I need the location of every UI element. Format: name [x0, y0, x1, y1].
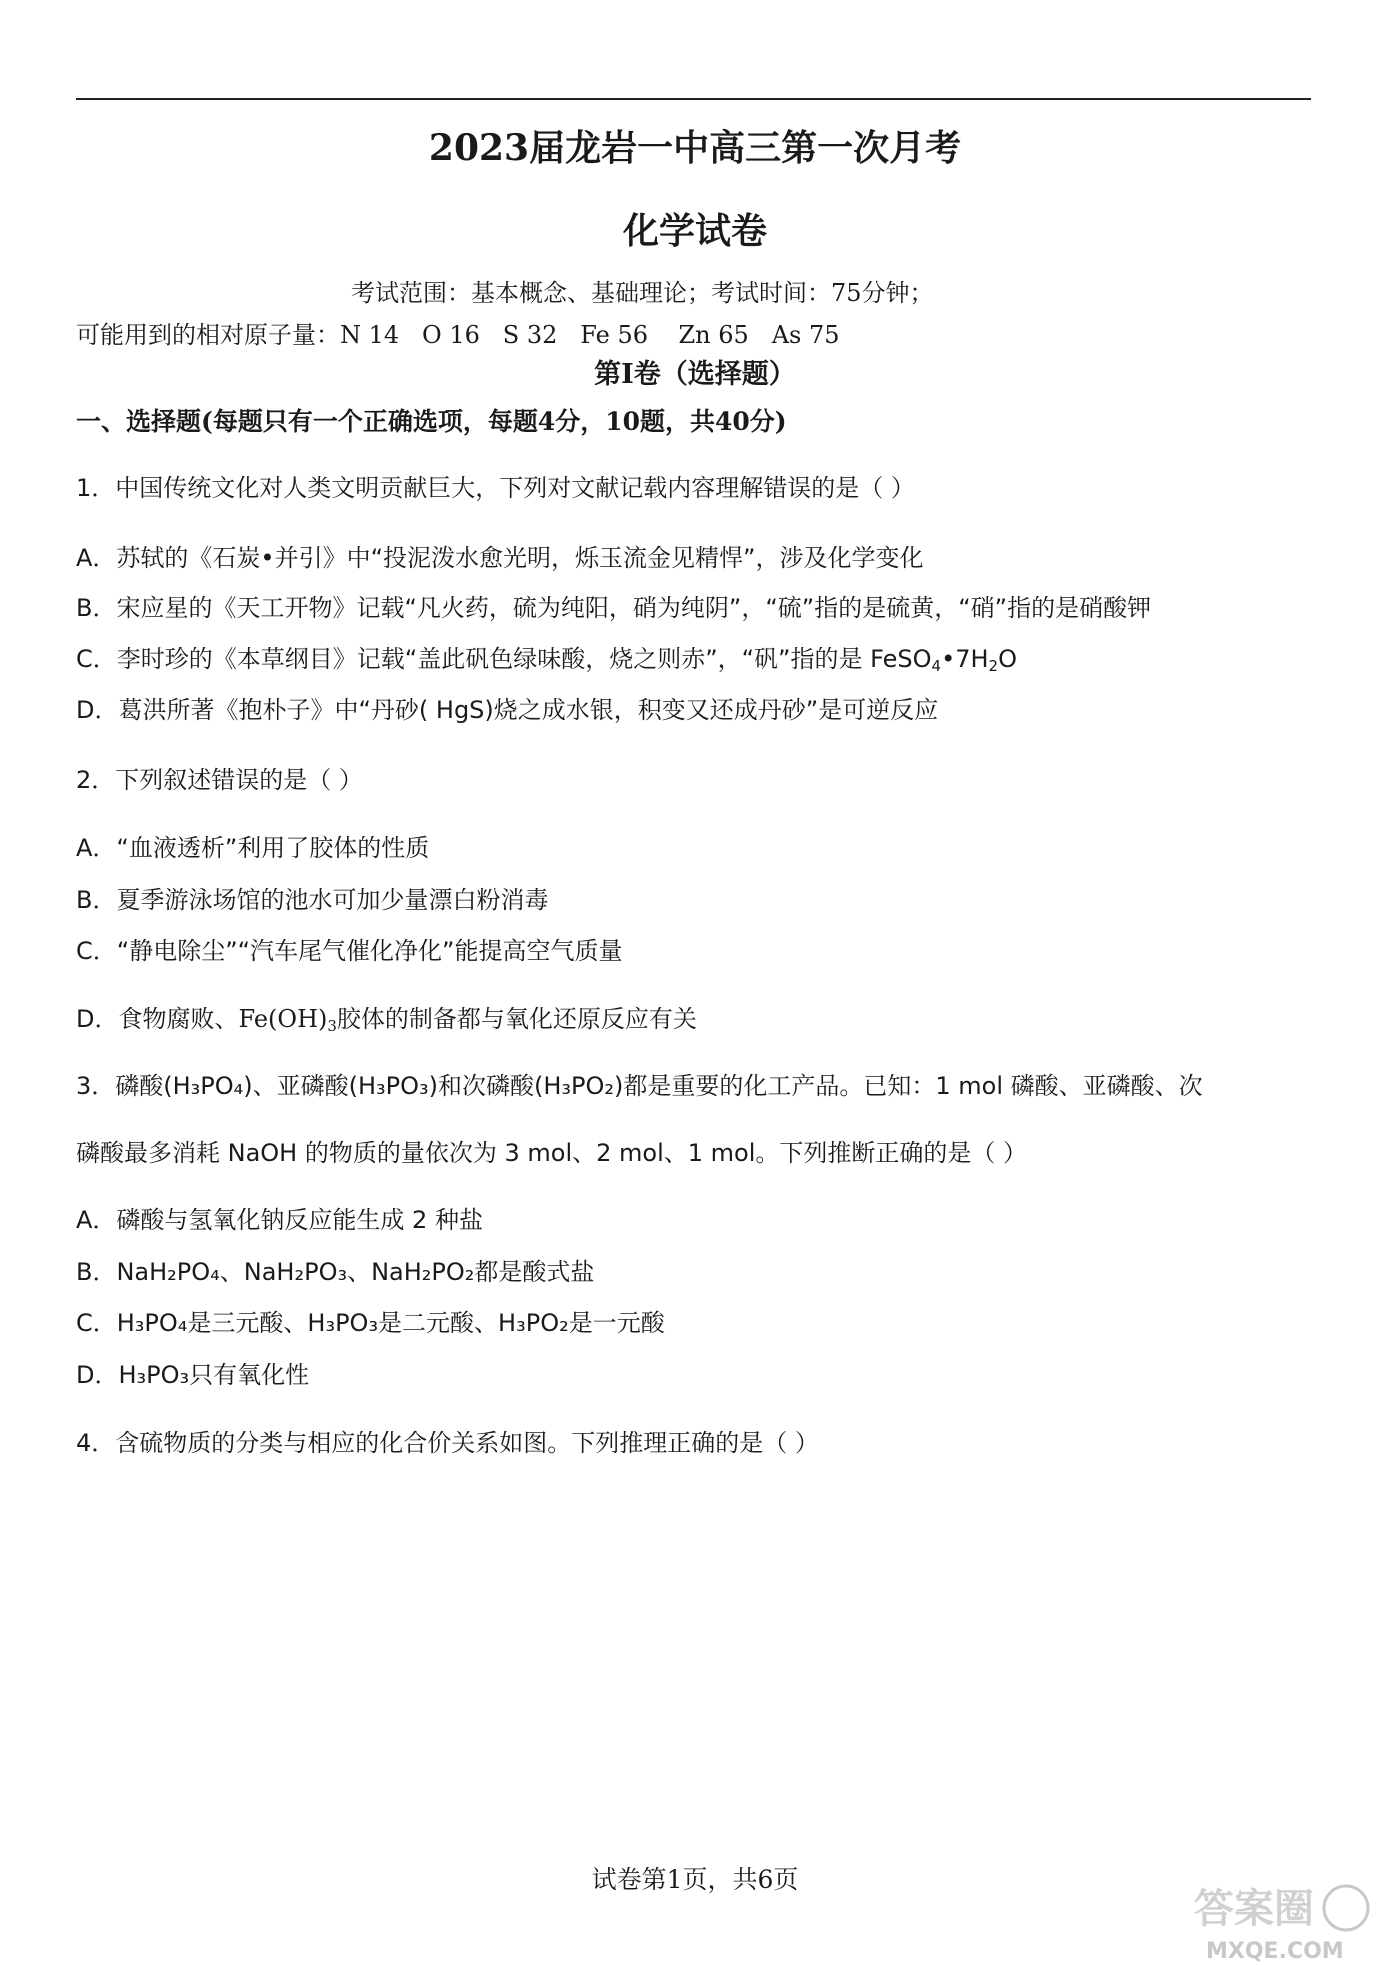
- question-2-option-a: A．“血液透析”利用了胶体的性质: [76, 834, 430, 862]
- watermark-text-1: 答案圈: [1194, 1886, 1314, 1932]
- option-d-text-end: 胶体的制备都与氧化还原反应有关: [336, 1005, 697, 1033]
- question-2-option-c: C．“静电除尘”“汽车尾气催化净化”能提高空气质量: [76, 937, 623, 965]
- question-1-stem: 1．中国传统文化对人类文明贡献巨大，下列对文献记载内容理解错误的是（ ）: [76, 474, 915, 502]
- question-1-option-d: D．葛洪所著《抱朴子》中“丹砂( HgS)烧之成水银，积变又还成丹砂”是可逆反应: [76, 696, 939, 724]
- question-3-option-b: B．NaH₂PO₄、NaH₂PO₃、NaH₂PO₂都是酸式盐: [76, 1258, 595, 1286]
- volume-title: 第Ⅰ卷（选择题）: [594, 359, 796, 390]
- option-d-text: D．食物腐败、: [76, 1005, 239, 1033]
- option-c-text-end: O: [998, 645, 1017, 673]
- question-2-stem: 2．下列叙述错误的是（ ）: [76, 766, 363, 794]
- option-c-text: C．李时珍的《本草纲目》记载“盖此矾色绿味酸，烧之则赤”，“矾”指的是 FeSO: [76, 645, 932, 673]
- question-1-option-c: [76, 639, 1017, 674]
- formula: Fe(OH): [238, 1005, 328, 1033]
- question-1-option-a: A．苏轼的《石炭•并引》中“投泥泼水愈光明，烁玉流金见精悍”，涉及化学变化: [76, 544, 924, 572]
- watermark-text-2: MXQE.COM: [1206, 1939, 1344, 1964]
- subscript: 4: [931, 657, 942, 675]
- question-3-stem-line-2: 磷酸最多消耗 NaOH 的物质的量依次为 3 mol、2 mol、1 mol。下列推断正确的是（ ）: [76, 1139, 1027, 1167]
- page-footer: 试卷第1页，共6页: [591, 1865, 799, 1894]
- subscript: 3: [327, 1017, 337, 1035]
- question-4-stem: 4．含硫物质的分类与相应的化合价关系如图。下列推理正确的是（ ）: [76, 1429, 819, 1457]
- option-c-text-mid: •7H: [941, 645, 989, 673]
- watermark-icon: [1186, 1870, 1376, 1965]
- question-3-stem-line-1: 3．磷酸(H₃PO₄)、亚磷酸(H₃PO₃)和次磷酸(H₃PO₂)都是重要的化工产品。已知：1 mol 磷酸、亚磷酸、次: [76, 1072, 1203, 1100]
- question-3-option-c: C．H₃PO₄是三元酸、H₃PO₃是二元酸、H₃PO₂是一元酸: [76, 1309, 665, 1337]
- exam-subtitle: 化学试卷: [622, 210, 767, 252]
- header-rule: [76, 98, 1311, 100]
- exam-scope-info: 考试范围：基本概念、基础理论；考试时间：75分钟；: [351, 279, 934, 307]
- question-1-option-b: B．宋应星的《天工开物》记载“凡火药，硫为纯阳，硝为纯阴”，“硫”指的是硫黄，“硝”指的是硝酸钾: [76, 594, 1152, 622]
- atomic-masses-info: 可能用到的相对原子量：N 14 O 16 S 32 Fe 56 Zn 65 As 75: [76, 321, 840, 349]
- section-title: 一、选择题(每题只有一个正确选项，每题4分，10题，共40分): [76, 407, 787, 436]
- watermark-logo: [1186, 1870, 1376, 1965]
- question-2-option-b: B．夏季游泳场馆的池水可加少量漂白粉消毒: [76, 886, 549, 914]
- subscript: 2: [988, 657, 999, 675]
- exam-title: 2023届龙岩一中高三第一次月考: [428, 127, 962, 169]
- question-3-option-d: D．H₃PO₃只有氧化性: [76, 1361, 310, 1389]
- question-3-option-a: A．磷酸与氢氧化钠反应能生成 2 种盐: [76, 1206, 483, 1234]
- question-2-option-d: [76, 999, 697, 1034]
